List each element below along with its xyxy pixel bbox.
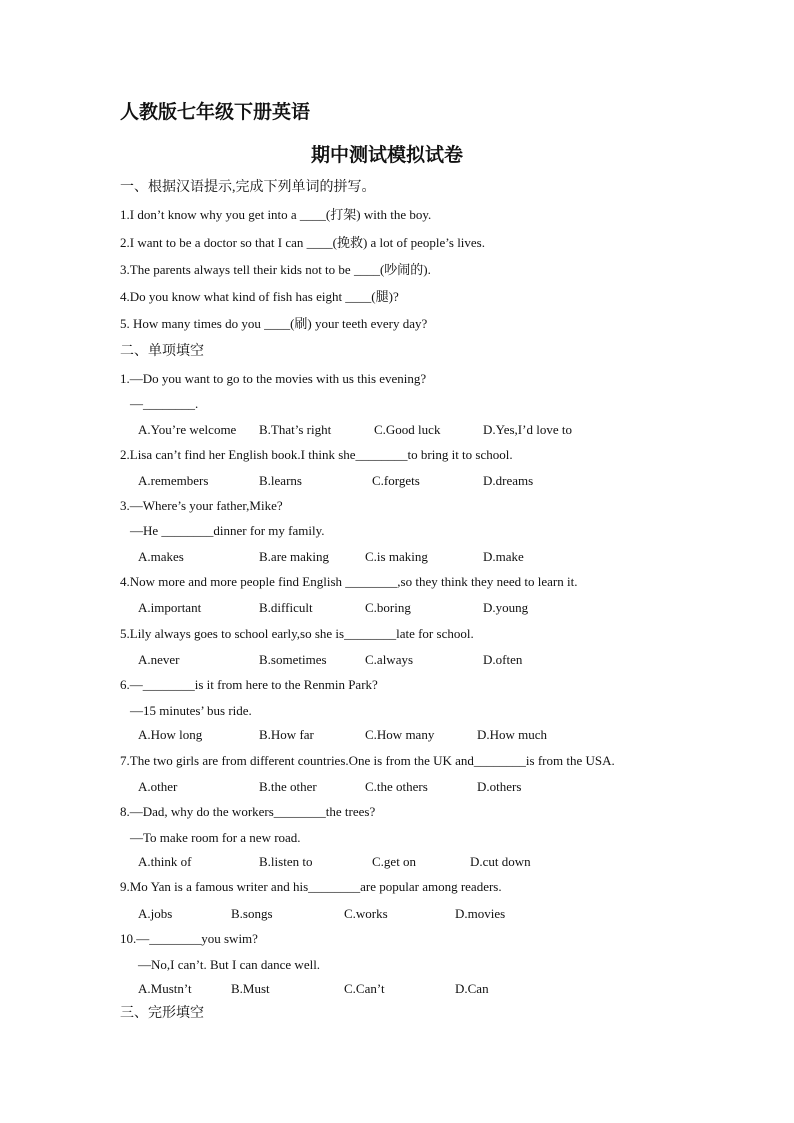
option-a: A.You’re welcome [138, 422, 237, 437]
option-b: B.the other [259, 779, 317, 794]
option-b: B.sometimes [259, 652, 327, 667]
option-b: B.learns [259, 473, 302, 488]
option-b: B.That’s right [259, 422, 332, 437]
question-response: —15 minutes’ bus ride. [130, 703, 252, 718]
option-d: D.often [483, 652, 523, 667]
option-b: B.are making [259, 549, 330, 564]
question-stem: 5.Lily always goes to school early,so she is________late for school. [120, 626, 474, 641]
option-d: D.dreams [483, 473, 534, 488]
question-stem: 8.—Dad, why do the workers________the trees? [120, 804, 376, 819]
option-a: A.How long [138, 727, 203, 742]
option-a: A.never [138, 652, 180, 667]
option-a: A.makes [138, 549, 184, 564]
question-stem: 7.The two girls are from different countries.One is from the UK and________is from the USA. [120, 753, 615, 768]
question-stem: 2.Lisa can’t find her English book.I think she________to bring it to school. [120, 447, 513, 462]
option-d: D.young [483, 600, 529, 615]
question-stem: 10.—________you swim? [120, 931, 258, 946]
option-c: C.works [344, 906, 388, 921]
document-title: 人教版七年级下册英语 [120, 102, 311, 123]
document-subtitle: 期中测试模拟试卷 [311, 145, 464, 166]
question-response: —He ________dinner for my family. [130, 523, 325, 538]
option-d: D.Yes,I’d love to [483, 422, 572, 437]
section-heading-3: 三、完形填空 [120, 1006, 204, 1021]
option-b: B.Must [231, 981, 270, 996]
question-stem: 9.Mo Yan is a famous writer and his________are popular among readers. [120, 879, 502, 894]
section-heading-1: 一、根据汉语提示,完成下列单词的拼写。 [120, 180, 376, 195]
option-a: A.other [138, 779, 178, 794]
option-d: D.make [483, 549, 524, 564]
option-c: C.is making [365, 549, 428, 564]
option-b: B.difficult [259, 600, 313, 615]
question-stem: 6.—________is it from here to the Renmin Park? [120, 677, 378, 692]
question-response: —________. [130, 396, 199, 411]
option-d: D.How much [477, 727, 548, 742]
part1-question-3: 3.The parents always tell their kids not to be ____(吵闹的). [120, 262, 431, 277]
question-stem: 1.—Do you want to go to the movies with us this evening? [120, 371, 427, 386]
option-c: C.Good luck [374, 422, 441, 437]
option-d: D.others [477, 779, 522, 794]
option-d: D.movies [455, 906, 506, 921]
option-d: D.cut down [470, 854, 531, 869]
option-b: B.listen to [259, 854, 313, 869]
option-c: C.the others [365, 779, 428, 794]
question-stem: 3.—Where’s your father,Mike? [120, 498, 283, 513]
section-heading-2: 二、单项填空 [120, 344, 204, 359]
option-b: B.How far [259, 727, 314, 742]
part1-question-4: 4.Do you know what kind of fish has eight ____(腿)? [120, 289, 399, 304]
question-response: —No,I can’t. But I can dance well. [138, 957, 321, 972]
option-c: C.forgets [372, 473, 420, 488]
option-a: A.jobs [138, 906, 173, 921]
option-c: C.boring [365, 600, 411, 615]
option-c: C.How many [365, 727, 435, 742]
option-a: A.remembers [138, 473, 209, 488]
option-c: C.always [365, 652, 414, 667]
question-stem: 4.Now more and more people find English ________,so they think they need to learn it. [120, 574, 578, 589]
question-response: —To make room for a new road. [130, 830, 301, 845]
part1-question-1: 1.I don’t know why you get into a ____(打架) with the boy. [120, 207, 432, 222]
part1-question-5: 5. How many times do you ____(刷) your teeth every day? [120, 316, 428, 331]
option-a: A.think of [138, 854, 192, 869]
option-a: A.important [138, 600, 202, 615]
option-d: D.Can [455, 981, 489, 996]
option-b: B.songs [231, 906, 273, 921]
option-c: C.get on [372, 854, 417, 869]
option-c: C.Can’t [344, 981, 385, 996]
option-a: A.Mustn’t [138, 981, 192, 996]
part1-question-2: 2.I want to be a doctor so that I can ____(挽救) a lot of people’s lives. [120, 235, 485, 250]
